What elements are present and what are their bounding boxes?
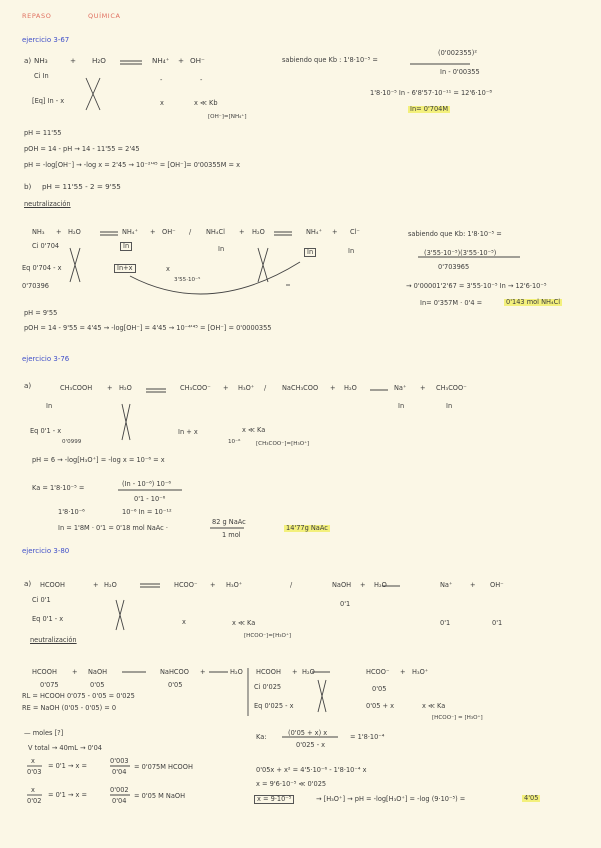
ex80-r-h2o: H₂O — [104, 581, 117, 589]
ex76-inx: In + x — [178, 428, 198, 436]
ex67-part-b: b) — [24, 182, 32, 191]
ex76-r-acetate: CH₃COO⁻ — [180, 384, 211, 392]
ex80-r-h3o: H₃O⁺ — [226, 581, 243, 589]
ex80-ka-num: (0'05 + x) x — [288, 729, 328, 737]
ex67-r2-plus2: + — [150, 228, 156, 236]
ex80-boxed-x: x = 9·10⁻⁵ — [254, 795, 294, 804]
ex80-f2-r-den: 0'04 — [112, 797, 127, 805]
ex67-r2-plus4: + — [332, 228, 338, 236]
ex67-r-nh4: NH₄⁺ — [152, 56, 170, 65]
ex80-title: ejercicio 3-80 — [22, 547, 70, 555]
ex67-eq2: 1'8·10⁻⁵ In - 6'8'57·10⁻¹¹ = 12'6·10⁻⁸ — [370, 89, 492, 97]
ex67-r-oh: OH⁻ — [190, 56, 205, 65]
ex67-row-eq-xll: x ≪ Kb — [194, 99, 218, 107]
ex80-ci: Ci 0'1 — [32, 596, 51, 604]
ex67-row-ci: Ci In — [34, 72, 49, 80]
ex76-result: 14'77g NaAc — [286, 524, 328, 532]
ex76-r-plus1: + — [107, 384, 113, 392]
ex80-r3-plus2: + — [400, 668, 406, 676]
ex67-v1: 0'70396 — [22, 282, 49, 290]
ex76-ka-label: Ka = 1'8·10⁻⁵ = — [32, 484, 85, 492]
ex67-b-eq: pH = 11'55 - 2 = 9'55 — [42, 182, 121, 191]
ex80-f1-r-num: 0'003 — [110, 757, 129, 765]
ex80-f1-l-num: x — [31, 757, 35, 765]
ex76-r-h2o: H₂O — [119, 384, 132, 392]
ex80-r2-val-salt: 0'05 — [168, 681, 183, 689]
ex80-ka-den: 0'025 - x — [296, 741, 326, 749]
ex76-exp: 10⁻⁶ — [228, 439, 241, 445]
ex67-r-nh3: NH₃ — [34, 56, 48, 65]
ex80-f1-l-den: 0'03 — [27, 768, 42, 776]
ex80-part-a: a) — [24, 579, 32, 588]
ex80-r3-plus1: + — [292, 668, 298, 676]
ex76-ka-den: 0'1 - 10⁻⁶ — [134, 495, 166, 503]
ex80-r2-plus1: + — [72, 668, 78, 676]
ex67-part-a: a) — [24, 56, 32, 65]
ex67-r2-plus1: + — [56, 228, 62, 236]
ex80-r-plus1: + — [93, 581, 99, 589]
ex67-poh2: pOH = 14 - 9'55 = 4'45 → -log[OH⁻] = 4'45 → 10⁻⁴'⁴⁵ = [OH⁻] = 0'0000355 — [24, 324, 272, 332]
ex80-conc2: [HCOO⁻] = [H₃O⁺] — [432, 715, 483, 721]
ex80-r-na: Na⁺ — [440, 581, 453, 589]
header-left: REPASO — [22, 12, 52, 20]
ex80-quad: 0'05x + x² = 4'5·10⁻⁶ - 1'8·10⁻⁴ x — [256, 766, 367, 774]
ex80-xll: x ≪ Ka — [232, 619, 256, 627]
ex80-f2-mid: = 0'1 → x = — [48, 791, 88, 799]
ex80-ka-rhs: = 1'8·10⁻⁴ — [350, 733, 385, 741]
ex80-r-naoh: NaOH — [332, 581, 352, 589]
ex80-r3-h3o: H₃O⁺ — [412, 668, 429, 676]
ex76-r-plus3: + — [330, 384, 336, 392]
ex67-title: ejercicio 3-67 — [22, 36, 70, 44]
ex80-eq: Eq 0'1 - x — [32, 615, 64, 623]
ex80-rl: RL = HCOOH 0'075 - 0'05 = 0'025 — [22, 692, 135, 700]
ex76-title: ejercicio 3-76 — [22, 355, 70, 363]
ex80-r3-eq: Eq 0'025 - x — [254, 702, 294, 710]
ex80-r2-nahcoo: NaHCOO — [160, 668, 189, 676]
ex76-r-plus4: + — [420, 384, 426, 392]
ex80-r-plus3: + — [360, 581, 366, 589]
ex67-in-res-label: In= 0'357M · 0'4 = — [420, 299, 483, 307]
ex67-r-h2o: H₂O — [92, 56, 106, 65]
ex67-in-cl: In — [348, 247, 355, 255]
ex80-r-plus4: + — [470, 581, 476, 589]
ex80-f2-res: = 0'05 M NaOH — [134, 792, 186, 800]
ex80-ka-lhs: Ka: — [256, 733, 267, 741]
ex80-r-oh: OH⁻ — [490, 581, 504, 589]
ex76-ka-num: (In - 10⁻⁶) 10⁻⁶ — [122, 480, 171, 488]
ex67-row-ci-dash1: - — [160, 76, 163, 84]
ex67-r2-nh3: NH₃ — [32, 228, 45, 236]
ex76-r-h3o: H₃O⁺ — [238, 384, 255, 392]
ex76-r-na: Na⁺ — [394, 384, 407, 392]
ex76-res-line: In = 1'8M · 0'1 = 0'18 mol NaAc · — [58, 524, 169, 532]
ex76-frac-num: 82 g NaAc — [212, 518, 246, 526]
ex67-in-under: In — [304, 248, 316, 257]
ex67-r-plus2: + — [178, 56, 185, 65]
ex80-r2-naoh: NaOH — [88, 668, 108, 676]
ex80-re: RE = NaOH (0'05 - 0'05) = 0 — [22, 704, 117, 712]
ex80-r-hcoo: HCOO⁻ — [174, 581, 198, 589]
ex67-in-plain: In — [218, 245, 225, 253]
ex76-r-acid: CH₃COOH — [60, 384, 93, 392]
ex76-r-acetate-2: CH₃COO⁻ — [436, 384, 467, 392]
ex80-approx: x = 9'6·10⁻⁵ ≪ 0'025 — [256, 780, 327, 788]
ex67-r2-slash: / — [189, 228, 192, 236]
ex80-moles: — moles [?] — [24, 729, 64, 737]
ex80-r2-plus2: + — [200, 668, 206, 676]
ex80-r-hcooh: HCOOH — [40, 581, 65, 589]
ex80-f1-res: = 0'075M HCOOH — [134, 763, 193, 771]
ex67-neut-heading: neutralización — [24, 200, 71, 208]
ex80-r2-val-acid: 0'075 — [40, 681, 59, 689]
ex67-r2-h2o-2: H₂O — [252, 228, 265, 236]
ex80-final: 4'05 — [524, 794, 539, 802]
ex80-r2-hcooh: HCOOH — [32, 668, 57, 676]
ex76-sub: 0'0999 — [62, 439, 82, 445]
ex67-r2-h2o: H₂O — [68, 228, 81, 236]
ex80-v01c: 0'1 — [492, 619, 503, 627]
ex80-f1-mid: = 0'1 → x = — [48, 762, 88, 770]
ex67-frac-num: (0'002355)² — [438, 49, 477, 57]
ex67-r2-nh4-2: NH₄⁺ — [306, 228, 323, 236]
ex80-r-h2o-2: H₂O — [374, 581, 387, 589]
ex67-r-plus1: + — [70, 56, 77, 65]
ex67-r2-oh: OH⁻ — [162, 228, 176, 236]
ex76-r-slash: / — [264, 384, 267, 392]
ex80-f2-r-num: 0'002 — [110, 786, 129, 794]
ex67-x-symbol: x — [166, 265, 170, 273]
ex76-eq: Eq 0'1 - x — [30, 427, 62, 435]
ex80-neut-heading: neutralización — [30, 636, 77, 644]
ex67-frac2-den: 0'703965 — [438, 263, 470, 271]
ex76-c2: 10⁻⁶ In = 10⁻¹² — [122, 508, 172, 516]
ex67-r2-nh4: NH₄⁺ — [122, 228, 139, 236]
ex76-in-2: In — [398, 402, 405, 410]
ex67-frac-den: In - 0'00355 — [440, 68, 480, 76]
ex67-r2-nh4cl: NH₄Cl — [206, 228, 225, 236]
ex67-result: In= 0'704M — [410, 105, 449, 113]
header-right: QUÍMICA — [88, 12, 121, 20]
ex80-r3-ci: Ci 0'025 — [254, 683, 282, 691]
ex80-v01a: 0'1 — [340, 600, 351, 608]
ex76-r-plus2: + — [223, 384, 229, 392]
ex67-r2-plus3: + — [239, 228, 245, 236]
ex76-in-3: In — [446, 402, 453, 410]
ex67-ci2: Ci 0'704 — [32, 242, 60, 250]
ex80-r3-hcoo: HCOO⁻ — [366, 668, 390, 676]
ex80-r2-val-base: 0'05 — [90, 681, 105, 689]
ex67-given: sabiendo que Kb : 1'8·10⁻⁵ = — [282, 56, 378, 64]
ex80-x: x — [182, 618, 186, 626]
ex67-kb-given: sabiendo que Kb: 1'8·10⁻⁵ = — [408, 230, 502, 238]
ex80-f2-l-den: 0'02 — [27, 797, 42, 805]
ex80-r3-val2: 0'05 + x — [366, 702, 395, 710]
ex76-r-naac: NaCH₃COO — [282, 384, 319, 392]
ex76-part-a: a) — [24, 381, 32, 390]
ex67-ph2: pH = 9'55 — [24, 309, 58, 317]
ex67-arrow-value: 3'55·10⁻⁵ — [174, 277, 201, 283]
ex67-row-eq-x: x — [160, 99, 164, 107]
ex67-row-eq: [Eq] In - x — [32, 97, 65, 105]
ex67-frac2-num: (3'55·10⁻⁵)(3'55·10⁻⁵) — [424, 249, 497, 257]
ex76-conc: [CH₃COO⁻]=[H₃O⁺] — [256, 441, 310, 447]
ex67-calc: → 0'00001'2'67 = 3'55·10⁻⁵ In → 12'6·10⁻⁵ — [406, 282, 547, 290]
ex80-r-slash: / — [290, 581, 293, 589]
ex80-r3-val3: x ≪ Ka — [422, 702, 446, 710]
ex76-xll: x ≪ Ka — [242, 426, 266, 434]
ex67-eq-row: Eq 0'704 - x — [22, 264, 62, 272]
ex80-f2-l-num: x — [31, 786, 35, 794]
ex76-r-h2o-2: H₂O — [344, 384, 357, 392]
ex67-ph-line2: pOH = 14 - pH → 14 - 11'55 = 2'45 — [24, 145, 140, 153]
ex80-f1-r-den: 0'04 — [112, 768, 127, 776]
ex67-in-plus-x: In+x — [114, 264, 136, 273]
ex67-in-boxed: In — [120, 242, 132, 251]
ex76-c1: 1'8·10⁻⁶ — [58, 508, 85, 516]
ex80-r3-h2o: H₂O — [302, 668, 315, 676]
ex67-ph-line3: pH = -log[OH⁻] → -log x = 2'45 → 10⁻²'⁴⁵ = [OH⁻]= 0'00355M = x — [24, 161, 241, 169]
ex80-r2-h2o: H₂O — [230, 668, 243, 676]
ex67-note-conc: [OH⁻]=[NH₄⁺] — [208, 114, 247, 120]
ex67-row-ci-dash2: - — [200, 76, 203, 84]
ex67-in-res: 0'143 mol NH₄Cl — [506, 298, 561, 306]
ex76-ph: pH = 6 → -log[H₃O⁺] = -log x = 10⁻⁶ = x — [32, 456, 165, 464]
ex80-conc: [HCOO⁻]=[H₃O⁺] — [244, 633, 292, 639]
ex80-r3-hcooh: HCOOH — [256, 668, 281, 676]
ex67-r2-cl: Cl⁻ — [350, 228, 360, 236]
ex80-v01b: 0'1 — [440, 619, 451, 627]
ex67-ph-line1: pH = 11'55 — [24, 129, 62, 137]
ex80-vtotal: V total → 40mL → 0'04 — [28, 744, 103, 752]
ex76-in-1: In — [46, 402, 53, 410]
ex80-tail: → [H₃O⁺] → pH = -log[H₃O⁺] = -log (9·10⁻⁵) = — [316, 795, 466, 803]
ex76-frac-den: 1 mol — [222, 531, 241, 539]
ex80-r-plus2: + — [210, 581, 216, 589]
ex80-r3-val1: 0'05 — [372, 685, 387, 693]
